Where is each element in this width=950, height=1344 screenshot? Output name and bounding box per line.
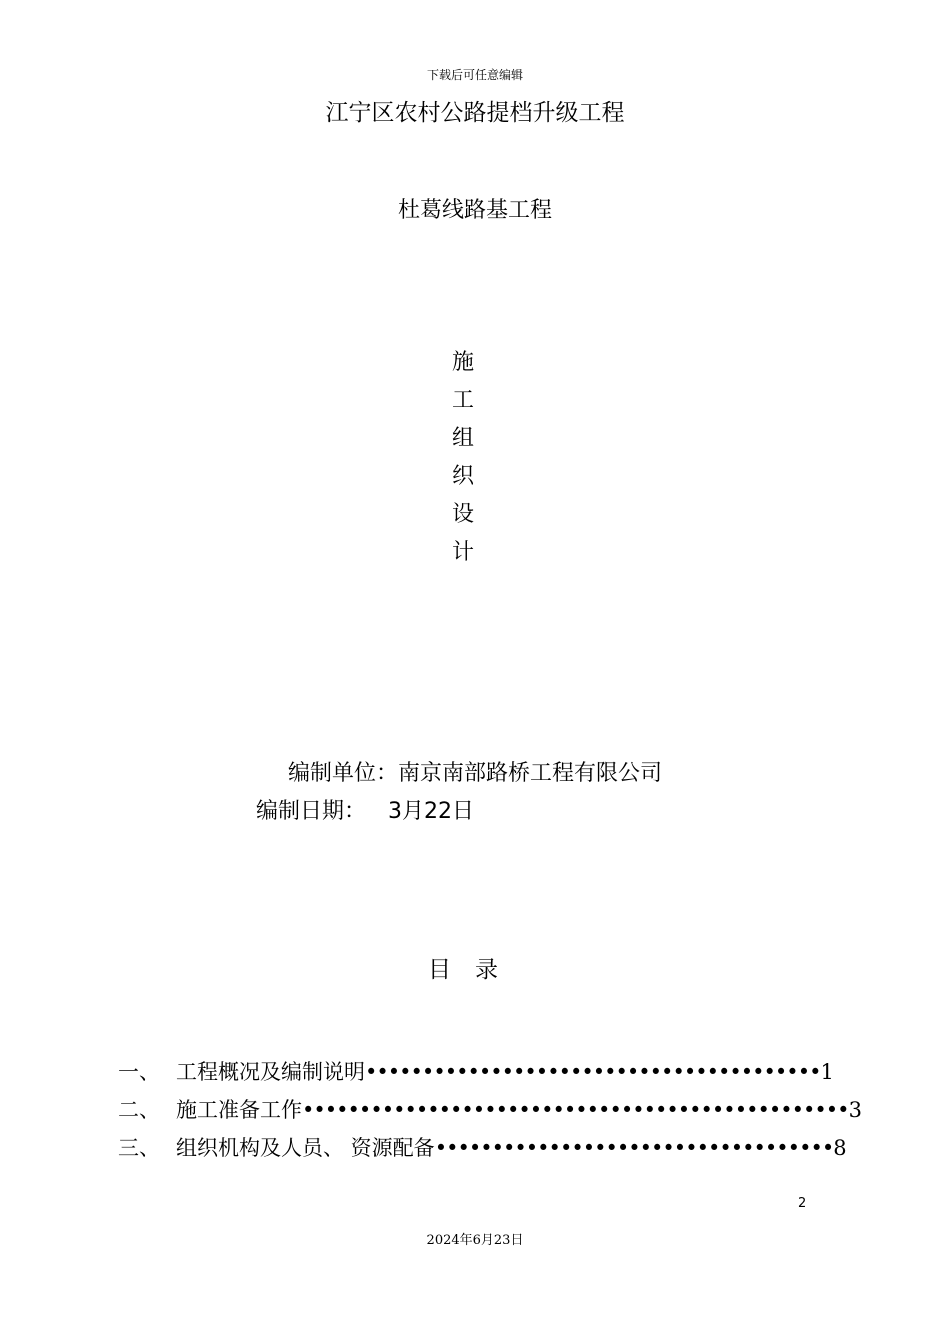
toc-leader-dots: ••••••••••••••••••••••••••••••••••••••••	[365, 1060, 821, 1084]
toc-entry-title: 工程概况及编制说明	[176, 1060, 365, 1084]
compile-date	[256, 794, 474, 825]
toc-title	[428, 951, 498, 984]
project-subtitle: 杜葛线路基工程	[397, 198, 552, 223]
toc-entry-title: 组织机构及人员、 资源配备	[176, 1136, 435, 1160]
toc-number: 二、	[118, 1098, 160, 1122]
toc-number: 一、	[118, 1060, 160, 1084]
toc-number: 三、	[118, 1136, 160, 1160]
toc-page-number: 1	[820, 1060, 834, 1084]
compile-unit-value: 南京南部路桥工程有限公司	[398, 761, 663, 786]
compile-date-value: 3月22日	[388, 799, 475, 824]
footer-date: 2024年6月23日	[426, 1233, 524, 1248]
vertical-char: 组	[451, 426, 474, 451]
toc-row[interactable]	[118, 1057, 834, 1087]
toc-entry-title: 施工准备工作	[176, 1098, 302, 1122]
toc-title-char: 录	[475, 957, 498, 983]
toc-page-number: 3	[848, 1098, 862, 1122]
vertical-char: 施	[451, 350, 474, 375]
toc-row[interactable]	[118, 1095, 862, 1125]
toc-leader-dots: •••••••••••••••••••••••••••••••••••	[434, 1136, 834, 1160]
compile-unit-label: 编制单位：	[288, 761, 399, 786]
compile-date-label: 编制日期：	[256, 799, 367, 824]
vertical-char: 工	[451, 388, 474, 413]
vertical-char: 设	[451, 502, 474, 527]
toc-leader-dots: ••••••••••••••••••••••••••••••••••••••••••••••••	[302, 1098, 849, 1122]
vertical-char: 计	[451, 540, 474, 565]
toc-title-char: 目	[428, 957, 451, 983]
page-number: 2	[798, 1196, 807, 1211]
document-type-vertical	[451, 344, 475, 572]
header-note: 下载后可任意编辑	[426, 68, 523, 82]
project-title: 江宁区农村公路提档升级工程	[325, 100, 625, 126]
vertical-char: 织	[451, 464, 474, 489]
toc-page-number: 8	[833, 1136, 847, 1160]
toc-row[interactable]	[118, 1133, 847, 1163]
compile-unit	[288, 756, 662, 787]
